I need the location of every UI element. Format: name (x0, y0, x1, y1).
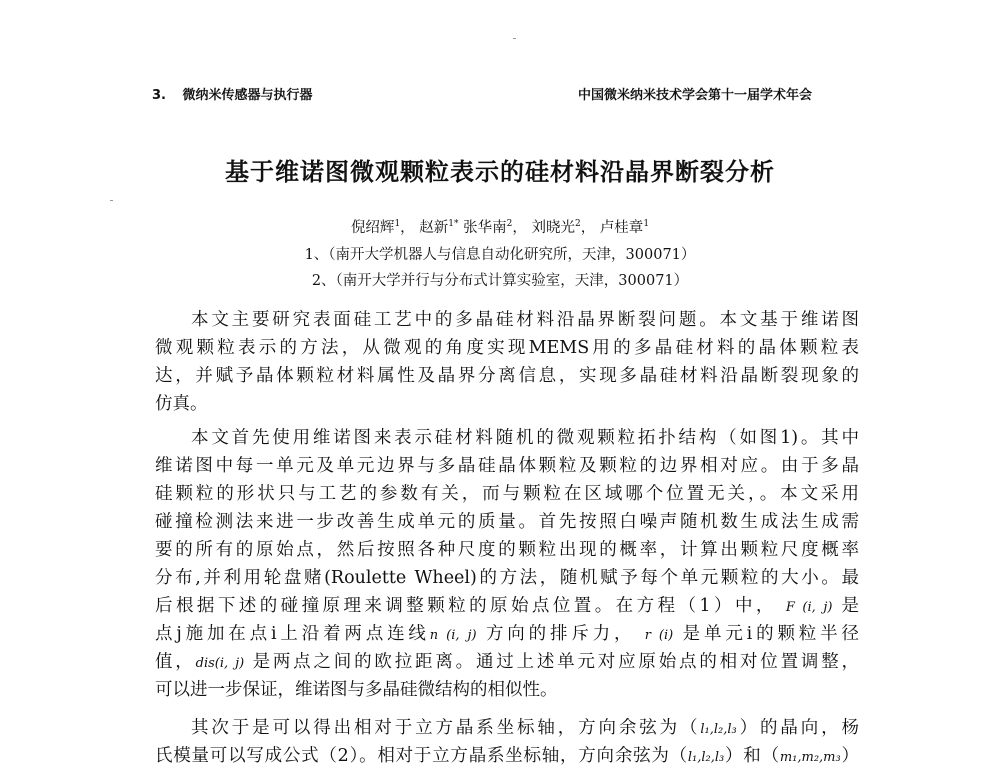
direction-cosine-symbol: l₁,l₂,l₃ (700, 722, 737, 737)
affiliation-1: 1、（南开大学机器人与信息自动化研究所，天津，300071） (304, 247, 696, 263)
text-line (155, 742, 859, 770)
abstract-paragraph (155, 306, 859, 418)
author-name: 卢桂章 (599, 220, 644, 236)
scan-dot (513, 38, 516, 39)
text-run: ） (840, 746, 859, 766)
section-number: 3. (152, 88, 166, 103)
author-name: 赵新 (419, 220, 449, 236)
text-run: ）和（ (724, 746, 780, 766)
text-run: 是两点之间的欧拉距离。通过上述单元对应原始点的相对位置调整， (252, 652, 859, 672)
radius-symbol: r (i) (644, 628, 674, 643)
direction-cosine-symbol: m₁,m₂,m₃ (779, 750, 841, 765)
text-run: 后根据下述的碰撞原理来调整颗粒的原始点位置。在方程（1）中， (155, 596, 777, 616)
paper-title: 基于维诺图微观颗粒表示的硅材料沿晶界断裂分析 (225, 158, 775, 186)
text-run: 是 (841, 596, 859, 616)
text-line: 本文首先使用维诺图来表示硅材料随机的微观颗粒拓扑结构（如图1)。其中 (191, 428, 859, 448)
text-run: 其次于是可以得出相对于立方晶系坐标轴，方向余弦为（ (191, 718, 701, 738)
text-run: ）的晶向，杨 (736, 718, 859, 738)
running-header-conference: 中国微米纳米技术学会第十一届学术年会 (578, 88, 813, 103)
author-mark: 2 (574, 219, 581, 230)
author-list: 倪绍辉$^1$， 赵新$^{1*}$ 张华南$^2$， 刘晓光$^2$， 卢桂章$^1$ (350, 219, 650, 236)
author-name: 张华南 (463, 220, 507, 236)
text-line: 碰撞检测法来进一步改善生成单元的质量。首先按照白噪声随机数生成法生成需 (155, 512, 859, 532)
text-line (155, 648, 859, 676)
affiliation-2: 2、（南开大学并行与分布式计算实验室，天津，300071） (311, 273, 689, 289)
text-line (155, 714, 859, 742)
text-run: 是单元i的颗粒半径 (682, 624, 859, 644)
text-line: 可以进一步保证，维诺图与多晶硅微结构的相似性。 (155, 680, 558, 700)
text-line: 仿真。 (155, 394, 208, 414)
author-name: 刘晓光 (531, 220, 575, 236)
text-run: 值， (155, 652, 196, 672)
text-line: 本文主要研究表面硅工艺中的多晶硅材料沿晶界断裂问题。本文基于维诺图 (191, 310, 859, 330)
force-symbol: F (i, j) (785, 600, 833, 615)
direction-cosine-symbol: l₁,l₂,l₃ (687, 750, 725, 765)
distance-symbol: dis(i, j) (195, 656, 245, 671)
author-mark: 2 (506, 219, 513, 230)
body-paragraph-2 (155, 714, 859, 770)
text-line (155, 592, 859, 620)
text-line: 要的所有的原始点，然后按照各种尺度的颗粒出现的概率，计算出颗粒尺度概率 (155, 540, 859, 560)
text-run: 氏模量可以写成公式（2）。相对于立方晶系坐标轴，方向余弦为（ (155, 746, 688, 766)
body-paragraph-1 (155, 424, 859, 704)
text-line: 达，并赋予晶体颗粒材料属性及晶界分离信息，实现多晶硅材料沿晶断裂现象的 (155, 366, 859, 386)
author-name: 倪绍辉 (350, 220, 395, 236)
text-line: 分布,并利用轮盘赌(Roulette Wheel)的方法，随机赋予每个单元颗粒的大小。最 (155, 568, 859, 588)
text-line: 微观颗粒表示的方法，从微观的角度实现MEMS用的多晶硅材料的晶体颗粒表 (155, 338, 859, 358)
scan-dot (110, 200, 113, 201)
running-header-section (152, 84, 313, 103)
author-mark: 1* (448, 219, 459, 230)
author-mark: 1 (394, 219, 401, 230)
author-mark: 1 (643, 219, 650, 230)
text-line: 硅颗粒的形状只与工艺的参数有关，而与颗粒在区域哪个位置无关，。本文采用 (155, 484, 859, 504)
text-run: 方向的排斥力， (485, 624, 636, 644)
text-line: 维诺图中每一单元及单元边界与多晶硅晶体颗粒及颗粒的边界相对应。由于多晶 (155, 456, 859, 476)
direction-symbol: n (i, j) (429, 628, 477, 643)
text-run: 点j施加在点i上沿着两点连线 (155, 624, 430, 644)
text-line (155, 620, 859, 648)
section-title: 微纳米传感器与执行器 (182, 88, 313, 103)
